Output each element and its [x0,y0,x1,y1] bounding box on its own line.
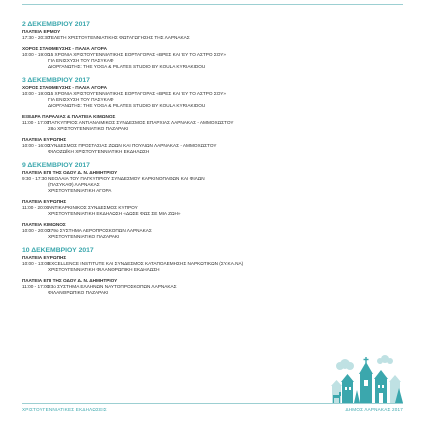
event-description [48,91,226,109]
event-description [48,228,152,240]
event-time: 11:00 - 17:00 [22,120,50,125]
event-line: ΧΡΙΣΤΟΥΓΕΝΝΙΑΤΙΚΗ ΕΚΔΗΛΩΣΗ «ΔΩΣΕ ΦΩΣ ΣΕ ΜΙΑ ΖΩΗ» [48,211,181,216]
venue-block [22,199,352,217]
event-row [22,143,352,155]
venue-block [22,46,352,70]
event-line: (ΠΑΣΥΚΑΦ) ΛΑΡΝΑΚΑΣ [48,182,100,187]
event-line: ΑΝΤΙΚΑΡΚΙΝΙΚΟΣ ΣΥΝΔΕΣΜΟΣ ΚΥΠΡΟΥ [48,205,138,210]
date-heading: 3 ΔΕΚΕΜΒΡΙΟΥ 2017 [22,77,90,84]
event-line: ΧΡΙΣΤΟΥΓΕΝΝΙΑΤΙΚΗ ΦΙΛΑΝΘΡΩΠΙΚΗ ΕΚΔΗΛΩΣΗ [48,267,160,272]
venue-block [22,278,352,296]
date-heading: 10 ΔΕΚΕΜΒΡΙΟΥ 2017 [22,247,94,254]
event-line: 15 ΧΡΟΝΙΑ ΧΡΙΣΤΟΥΓΕΝΝΙΑΤΙΚΗΣ ΕΟΡΤΑΓΟΡΑΣ «ΒΡΕΣ ΚΑΙ ΈΥ ΤΟ ΑΣΤΡΟ ΣΟΥ» [48,52,226,57]
day-section [22,162,352,240]
venue-name: ΠΛΑΤΕΙΑ ΕΠΙ ΤΗΣ ΟΔΟΥ Δ. Ν. ΔΗΜΗΤΡΙΟΥ [22,278,118,283]
event-description [48,35,190,41]
event-description [48,176,205,194]
christmas-town-icon [330,352,405,403]
event-line: ΦΙΛΑΝΘΡΩΠΙΚΟ ΠΑΖΑΡΑΚΙ [48,290,109,295]
event-line: ΓΙΑ ΕΝΙΣΧΥΣΗ ΤΟΥ ΠΑΣΥΚΑΦ [48,58,114,63]
event-time: 10:00 - 13:00 [22,261,50,266]
event-row [22,52,352,70]
event-time: 11:00 - 17:00 [22,284,50,289]
event-row [22,261,352,273]
event-line: EXCELLENCE INSTITUTE ΚΑΙ ΣΥΝΔΕΣΜΟΣ ΚΑΤΑΠΟΛΕΜΗΣΗΣ ΝΑΡΚΩΤΙΚΩΝ (ΣΥ.ΚΑ.ΝΑ) [48,261,244,266]
event-time: 9:30 - 17:30 [22,176,48,181]
event-line: ΧΡΙΣΤΟΥΓΕΝΝΙΑΤΙΚΗ ΑΓΟΡΑ [48,188,112,193]
event-description [48,205,180,217]
venue-name: ΠΛΑΤΕΙΑ ΕΡΜΟΥ [22,29,61,34]
day-section [22,21,352,70]
event-line: ΣΥΝΔΕΣΜΟΣ ΠΡΟΣΤΑΣΙΑΣ ΖΩΩΝ ΚΑΙ ΠΟΥΛΙΩΝ ΛΑΡΝΑΚΑΣ - ΑΜΜΟΧΩΣΤΟΥ [48,143,217,148]
event-description [48,284,176,296]
event-line: 23ο ΣΥΣΤΗΜΑ ΕΛΛΗΝΩΝ ΝΑΥΤΟΠΡΟΣΚΟΠΩΝ ΛΑΡΝΑΚΑΣ [48,284,177,289]
event-line: ΤΕΛΕΤΗ ΧΡΙΣΤΟΥΓΕΝΝΙΑΤΙΚΗΣ ΦΩΤΑΓΩΓΗΣΗΣ ΤΗΣ ΛΑΡΝΑΚΑΣ [48,35,190,40]
event-line: ΝΕΟΛΑΙΑ ΤΟΥ ΠΑΓΚΥΠΡΙΟΥ ΣΥΝΔΕΣΜΟΥ ΚΑΡΚΙΝΟΠΑΘΩΝ ΚΑΙ ΦΙΛΩΝ [48,176,205,181]
venue-name: ΠΛΑΤΕΙΑ ΚΙΜΩΝΟΣ [22,222,66,227]
day-section [22,247,352,296]
event-line: ΔΙΟΡΓΑΝΩΤΗΣ: THE YOGA & PILATES STUDIO BY KOULA KYRIAKIDOU [48,103,206,108]
top-rule [22,4,403,5]
bottom-rule [22,403,403,404]
venue-block [22,114,352,132]
event-time: 17:30 - 20:30 [22,35,50,40]
event-row [22,205,352,217]
venue-block [22,137,352,155]
venue-name: ΕΞΕΔΡΑ ΠΑΡΑΛΙΑΣ & ΠΛΑΤΕΙΑ ΚΙΜΩΝΟΣ [22,114,116,119]
venue-block [22,29,352,41]
event-row [22,120,352,132]
venue-block [22,222,352,240]
event-time: 10:00 - 19:00 [22,91,50,96]
venue-name: ΠΛΑΤΕΙΑ ΕΥΡΩΠΗΣ [22,199,67,204]
venue-block [22,85,352,109]
event-time: 10:00 - 16:00 [22,143,50,148]
event-line: ΠΑΓΚΥΠΡΙΟΣ ΑΝΤΙΑΝΑΙΜΙΚΟΣ ΣΥΝΔΕΣΜΟΣ ΕΠΑΡΧΙΑΣ ΛΑΡΝΑΚΑΣ - ΑΜΜΟΧΩΣΤΟΥ [48,120,234,125]
venue-name: ΠΛΑΤΕΙΑ ΕΠΙ ΤΗΣ ΟΔΟΥ Δ. Ν. ΔΗΜΗΤΡΙΟΥ [22,170,118,175]
event-description [48,52,226,70]
venue-name: ΧΟΡΟΣ ΣΤΑΘΜΕΥΣΗΣ - ΠΑΛΙΑ ΑΓΟΡΑ [22,46,107,51]
event-time: 10:00 - 19:00 [22,52,50,57]
event-line: ΦΙΛΟΖΩΪΚΗ ΧΡΙΣΤΟΥΓΕΝΝΙΑΤΙΚΗ ΕΚΔΗΛΩΣΗ [48,149,150,154]
event-row [22,91,352,109]
event-line: ΓΙΑ ΕΝΙΣΧΥΣΗ ΤΟΥ ΠΑΣΥΚΑΦ [48,97,114,102]
event-time: 10:00 - 20:00 [22,228,50,233]
event-row [22,176,352,194]
footer-right: ΔΗΜΟΣ ΛΑΡΝΑΚΑΣ 2017 [345,407,403,412]
venue-name: ΠΛΑΤΕΙΑ ΕΥΡΩΠΗΣ [22,137,67,142]
date-heading: 2 ΔΕΚΕΜΒΡΙΟΥ 2017 [22,21,90,28]
event-line: 28ο ΧΡΙΣΤΟΥΓΕΝΝΙΑΤΙΚΟ ΠΑΖΑΡΑΚΙ [48,126,129,131]
event-line: 279ο ΣΥΣΤΗΜΑ ΑΕΡΟΠΡΟΣΚΟΠΩΝ ΛΑΡΝΑΚΑΣ [48,228,152,233]
venue-name: ΧΟΡΟΣ ΣΤΑΘΜΕΥΣΗΣ - ΠΑΛΙΑ ΑΓΟΡΑ [22,85,107,90]
event-row [22,35,352,41]
event-line: ΔΙΟΡΓΑΝΩΤΗΣ: THE YOGA & PILATES STUDIO BY KOULA KYRIAKIDOU [48,64,206,69]
footer-left: ΧΡΙΣΤΟΥΓΕΝΝΙΑΤΙΚΕΣ ΕΚΔΗΛΩΣΕΙΣ [22,407,107,412]
date-heading: 9 ΔΕΚΕΜΒΡΙΟΥ 2017 [22,162,90,169]
event-row [22,228,352,240]
event-row [22,284,352,296]
event-description [48,261,243,273]
event-time: 11:00 - 20:00 [22,205,50,210]
venue-block [22,255,352,273]
event-description [48,120,233,132]
event-line: 15 ΧΡΟΝΙΑ ΧΡΙΣΤΟΥΓΕΝΝΙΑΤΙΚΗΣ ΕΟΡΤΑΓΟΡΑΣ «ΒΡΕΣ ΚΑΙ ΈΥ ΤΟ ΑΣΤΡΟ ΣΟΥ» [48,91,226,96]
day-section [22,77,352,155]
event-description [48,143,216,155]
venue-name: ΠΛΑΤΕΙΑ ΕΥΡΩΠΗΣ [22,255,67,260]
event-line: ΧΡΙΣΤΟΥΓΕΝΝΙΑΤΙΚΟ ΠΑΖΑΡΑΚΙ [48,234,120,239]
venue-block [22,170,352,194]
schedule [22,21,352,296]
